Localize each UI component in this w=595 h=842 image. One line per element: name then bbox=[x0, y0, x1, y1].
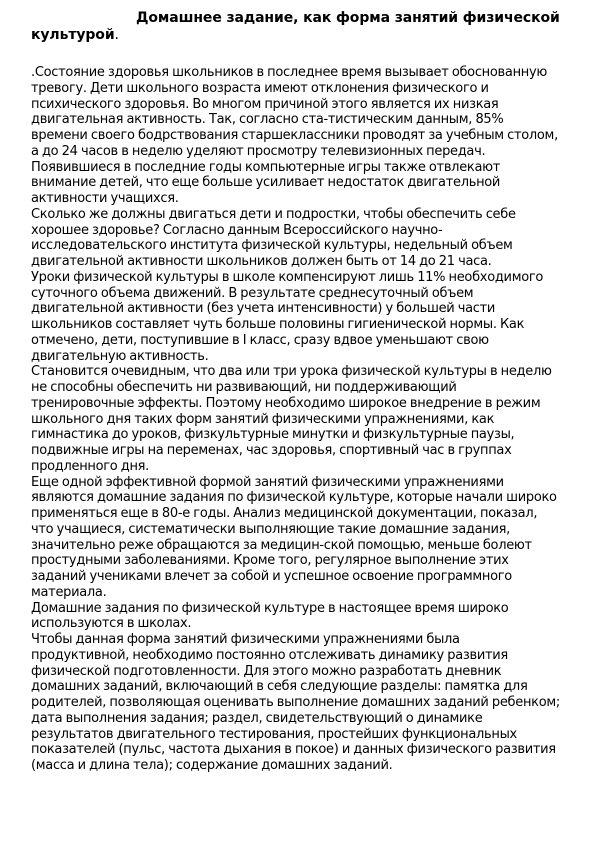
document-body bbox=[31, 65, 561, 774]
paragraph-4: Становится очевидным, что два или три урока физической культуры в неделю не способны обеспечить ни развивающий, ни поддерживающий тренировочные эффекты. Поэтому необходимо широкое внедрение в режим школьного дня таких форм занятий физическими упражнениями, как гимнастика до уроков, физкультурные минутки и физкультурные паузы, подвижные игры на переменах, час здоровья, спортивный час в группах продленного дня. bbox=[31, 364, 552, 474]
paragraph-1: .Состояние здоровья школьников в последнее время вызывает обоснованную тревогу. Дети школьного возраста имеют отклонения физического и психического здоровья. Во многом причиной этого является их низкая двигательная активность. Так, согласно ста-тистическим данным, 85% времени своего бодрствования старшеклассники проводят за учебным столом, а до 24 часов в неделю уделяют просмотру телевизионных передач. Появившиеся в последние годы компьютерные игры также отвлекают внимание детей, что еще больше усиливает недостаток двигательной активности учащихся. bbox=[31, 65, 558, 206]
document-title bbox=[31, 10, 561, 44]
paragraph-2: Сколько же должны двигаться дети и подростки, чтобы обеспечить себе хорошее здоровье? Согласно данным Всероссийского научно-исследовательского института физической культуры, недельный объем двигательной активности школьников должен быть от 14 до 21 часа. bbox=[31, 206, 516, 269]
paragraph-7: Чтобы данная форма занятий физическими упражнениями была продуктивной, необходимо постоянно отслеживать динамику развития физической подготовленности. Для этого можно разработать дневник домашних заданий, включающий в себя следующие разделы: памятка для родителей, позволяющая оценивать выполнение домашних заданий ребенком; дата выполнения задания; раздел, свидетельствующий о динамике результатов двигательного тестирования, простейших функциональных показателей (пульс, частота дыхания в покое) и данных физического развития (масса и длина тела); содержание домашних заданий. bbox=[31, 632, 560, 773]
document-title-suffix: . bbox=[114, 27, 119, 43]
paragraph-3: Уроки физической культуры в школе компенсируют лишь 11% необходимого суточного объема движений. В результате среднесуточный объем двигательной активности (без учета интенсивности) у большей части школьников составляет чуть больше половины гигиенической нормы. Как отмечено, дети, поступившие в I класс, сразу вдвое уменьшают свою двигательную активность. bbox=[31, 269, 544, 364]
document-title-text: Домашнее задание, как форма занятий физической культурой bbox=[31, 10, 560, 43]
paragraph-5: Еще одной эффективной формой занятий физическими упражнениями являются домашние задания по физической культуре, которые начали широко применяться еще в 80-е годы. Анализ медицинской документации, показал, что учащиеся, систематически выполняющие такие домашние задания, значительно реже обращаются за медицин-ской помощью, меньше болеют простудными заболеваниями. Кроме того, регулярное выполнение этих заданий учениками влечет за собой и успешное освоение программного материала. bbox=[31, 474, 557, 600]
document-page bbox=[31, 10, 561, 774]
paragraph-6: Домашние задания по физической культуре в настоящее время широко используются в школах. bbox=[31, 600, 509, 632]
